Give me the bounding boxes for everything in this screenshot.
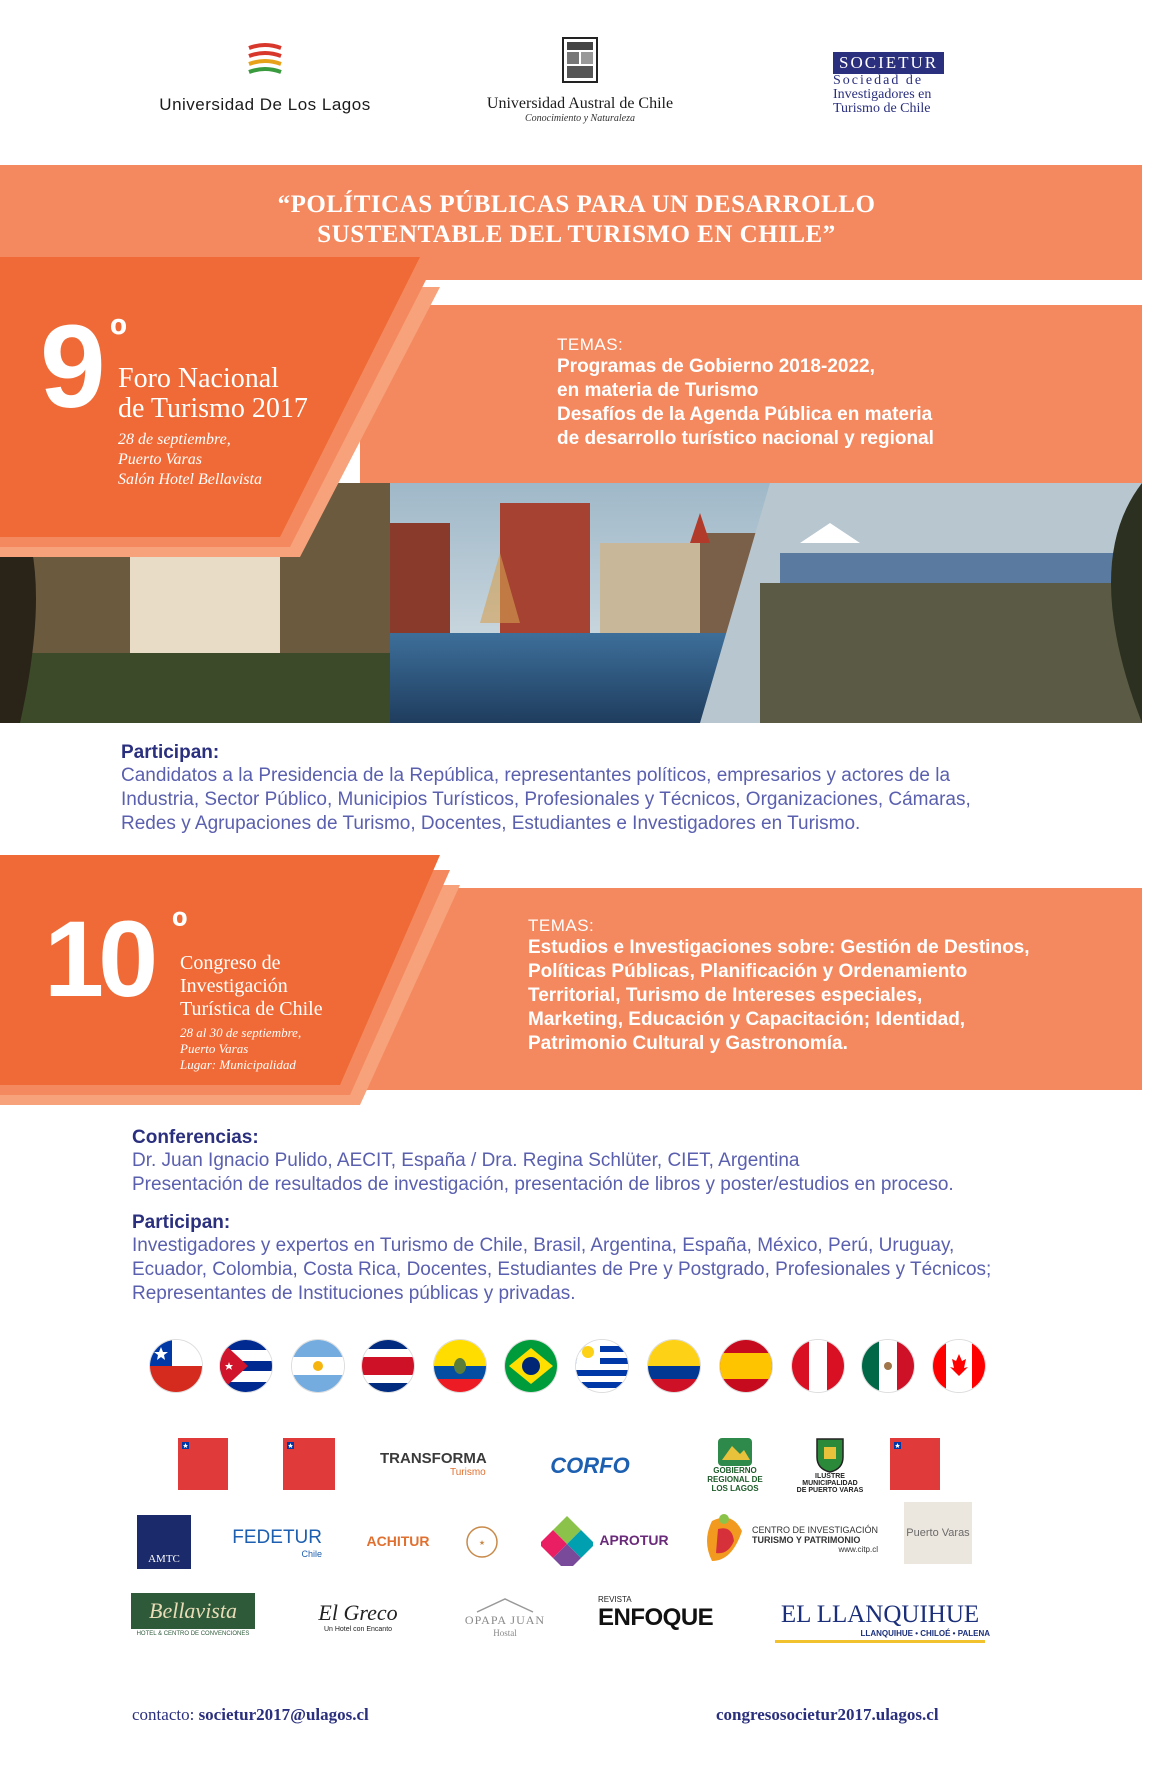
societur-line2: Investigadores en [833, 87, 932, 102]
congreso-title-line1: Congreso de [180, 952, 281, 974]
contact [132, 1705, 369, 1725]
congreso-number: 10 [44, 898, 153, 1019]
fedetur-sub: Chile [301, 1549, 322, 1559]
municipalidad-logo [780, 1428, 880, 1502]
bellavista-sub: HOTEL & CENTRO DE CONVENCIONES [136, 1631, 250, 1637]
ecuador-flag-icon [434, 1340, 486, 1392]
congreso-participan-label: Participan: [132, 1212, 231, 1233]
societur-logo [833, 52, 973, 116]
uach-logo [470, 36, 690, 124]
foro-title [118, 364, 308, 424]
puerto-varas-name: Puerto Varas [906, 1527, 970, 1539]
foro-temas-line1: Programas de Gobierno 2018-2022, [557, 356, 875, 377]
contact-email-link[interactable]: societur2017@ulagos.cl [198, 1705, 369, 1724]
ulagos-logo [150, 42, 380, 115]
congreso-participan-line2: Ecuador, Colombia, Costa Rica, Docentes, Estudiantes de Pre y Postgrado, Profesionales y Técnicos; [132, 1259, 992, 1280]
foro-temas-label: TEMAS: [557, 335, 624, 354]
congreso-title [180, 952, 323, 1021]
uach-tagline: Conocimiento y Naturaleza [525, 113, 635, 124]
indap-logo [890, 1438, 940, 1490]
congreso-temas-line1: Estudios e Investigaciones sobre: Gestión de Destinos, [528, 937, 1030, 958]
main-title-line1: “POLÍTICAS PÚBLICAS PARA UN DESARROLLO [277, 191, 876, 218]
llanquihue-underline [775, 1640, 985, 1643]
amtc-name: AMTC [148, 1553, 180, 1565]
gov-star-icon [894, 1442, 908, 1456]
citp-line3: www.citp.cl [838, 1544, 878, 1554]
gov-star-icon [182, 1442, 196, 1456]
fedetur-name: FEDETUR [232, 1527, 322, 1548]
fedetur-logo [228, 1525, 322, 1561]
roof-icon [475, 1597, 535, 1613]
foro-city: Puerto Varas [118, 451, 202, 468]
societur-abbr: SOCIETUR [833, 52, 944, 74]
sernatur-logo [283, 1438, 335, 1490]
opapa-name: OPAPA JUAN [464, 1612, 546, 1627]
foro-title-line1: Foro Nacional [118, 363, 279, 394]
enfoque-name: ENFOQUE [598, 1603, 714, 1631]
societur-line3: Turismo de Chile [833, 101, 931, 116]
citp-line1: CENTRO DE INVESTIGACIÓN [751, 1524, 878, 1535]
gobierno-line1: GOBIERNO [713, 1465, 757, 1475]
llanquihue-name: EL LLANQUIHUE [780, 1601, 980, 1628]
gobierno-line2: REGIONAL DE [707, 1474, 763, 1484]
canada-flag-icon [933, 1340, 985, 1392]
foro-participan-line2: Industria, Sector Público, Municipios Turísticos, Profesionales y Técnicos, Organizaciones, Cámaras, [121, 789, 971, 810]
circle-emblem-icon [465, 1518, 499, 1562]
congreso-temas-line5: Patrimonio Cultural y Gastronomía. [528, 1033, 848, 1054]
societur-line1: Sociedad de [833, 73, 924, 88]
citp-emblem-icon [702, 1511, 748, 1567]
congreso-title-line2: Investigación [180, 975, 288, 997]
municipal-shield-icon [815, 1437, 845, 1473]
chile-flag-icon [150, 1340, 202, 1392]
aprotur-name: APROTUR [599, 1532, 669, 1548]
contact-label: contacto: [132, 1705, 195, 1724]
citp-line2: TURISMO Y PATRIMONIO [751, 1534, 861, 1545]
corfo-logo [540, 1450, 640, 1482]
congreso-info [180, 1025, 301, 1073]
congreso-ordinal: º [172, 903, 188, 950]
foro-temas-line3: Desafíos de la Agenda Pública en materia [557, 404, 933, 425]
transforma-logo [380, 1446, 500, 1482]
congreso-temas-label: TEMAS: [528, 916, 595, 935]
greco-name: El Greco [318, 1599, 398, 1625]
congreso-participan-line3: Representantes de Instituciones públicas y privadas. [132, 1283, 576, 1304]
congreso-participan-line1: Investigadores y expertos en Turismo de Chile, Brasil, Argentina, España, México, Perú, Uruguay, [132, 1235, 955, 1256]
costa-rica-flag-icon [362, 1340, 414, 1392]
muni-line2: MUNICIPALIDAD [802, 1479, 858, 1487]
argentina-flag-icon [292, 1340, 344, 1392]
gobierno-line3: LOS LAGOS [711, 1483, 759, 1493]
uruguay-flag-icon [576, 1340, 628, 1392]
svg-text:★: ★ [478, 1539, 486, 1547]
foro-temas [557, 335, 1117, 451]
el-llanquihue-logo [770, 1598, 990, 1646]
corfo-name: CORFO [550, 1453, 630, 1478]
brasil-flag-icon [505, 1340, 557, 1392]
achitur-name: ACHITUR [366, 1533, 430, 1549]
foro-participan-line3: Redes y Agrupaciones de Turismo, Docentes, Estudiantes e Investigadores en Turismo. [121, 813, 861, 834]
main-title [0, 190, 1153, 250]
website [716, 1705, 939, 1725]
citp-logo [700, 1510, 880, 1568]
congreso-participan [132, 1212, 1132, 1306]
conferencias-label: Conferencias: [132, 1127, 259, 1148]
foro-ordinal: º [110, 309, 127, 361]
llanquihue-sub: LLANQUIHUE • CHILOÉ • PALENA [860, 1629, 990, 1638]
congreso-temas-line3: Territorial, Turismo de Intereses especiales, [528, 985, 923, 1006]
foro-participan-line1: Candidatos a la Presidencia de la República, representantes políticos, empresarios y actores de la [121, 765, 951, 786]
foro-title-line2: de Turismo 2017 [118, 393, 308, 424]
mexico-flag-icon [862, 1340, 914, 1392]
website-link[interactable]: congresosocietur2017.ulagos.cl [716, 1705, 939, 1724]
bellavista-logo [128, 1588, 258, 1642]
congreso-city: Puerto Varas [180, 1041, 249, 1056]
foro-number: 9 [40, 301, 106, 433]
foro-temas-line2: en materia de Turismo [557, 380, 759, 401]
aprotur-logo [540, 1512, 670, 1568]
espana-flag-icon [720, 1340, 772, 1392]
conferencias-line2: Presentación de resultados de investigación, presentación de libros y poster/estudios en proceso. [132, 1174, 954, 1195]
puerto-varas-logo [904, 1502, 972, 1564]
bellavista-name: Bellavista [149, 1598, 237, 1623]
cuba-flag-icon [220, 1340, 272, 1392]
enfoque-small: REVISTA [598, 1594, 632, 1604]
transforma-sub: Turismo [450, 1467, 486, 1478]
mountain-icon [718, 1438, 752, 1466]
foro-participan [121, 742, 1121, 836]
muni-line1: ILUSTRE [815, 1472, 845, 1480]
amtc-logo [137, 1515, 191, 1569]
opapa-sub: Hostal [493, 1627, 517, 1638]
ulagos-name: Universidad De Los Lagos [159, 95, 371, 114]
congreso-title-line3: Turística de Chile [180, 998, 323, 1020]
enfoque-logo [598, 1588, 728, 1638]
congreso-temas [528, 916, 1128, 1056]
peru-flag-icon [792, 1340, 844, 1392]
gobierno-regional-logo [690, 1430, 780, 1500]
uach-crest-icon [561, 36, 599, 84]
uach-name: Universidad Austral de Chile [486, 95, 674, 112]
gov-star-icon [287, 1442, 301, 1456]
opapa-juan-logo [460, 1588, 550, 1646]
congreso-conferencias [132, 1127, 1132, 1197]
achitur-logo [358, 1528, 438, 1554]
main-title-line2: SUSTENTABLE DEL TURISMO EN CHILE” [317, 221, 836, 248]
subsecretaria-turismo-logo [178, 1438, 228, 1490]
conferencias-line1: Dr. Juan Ignacio Pulido, AECIT, España / Dra. Regina Schlüter, CIET, Argentina [132, 1150, 800, 1171]
congreso-temas-line4: Marketing, Educación y Capacitación; Identidad, [528, 1009, 966, 1030]
congreso-temas-line2: Políticas Públicas, Planificación y Ordenamiento [528, 961, 968, 982]
foro-temas-line4: de desarrollo turístico nacional y regional [557, 428, 934, 449]
transforma-name: TRANSFORMA [380, 1450, 487, 1467]
congreso-date: 28 al 30 de septiembre, [180, 1025, 302, 1040]
greco-sub: Un Hotel con Encanto [323, 1625, 393, 1633]
ulagos-emblem-icon [247, 42, 283, 82]
muni-line3: DE PUERTO VARAS [796, 1486, 864, 1494]
colombia-flag-icon [648, 1340, 700, 1392]
congreso-venue: Lugar: Municipalidad [180, 1057, 296, 1072]
foro-participan-label: Participan: [121, 742, 220, 763]
tiles-icon [541, 1514, 593, 1566]
foro-venue: Salón Hotel Bellavista [118, 471, 262, 488]
foro-date: 28 de septiembre, [118, 431, 231, 448]
el-greco-logo [308, 1590, 408, 1642]
las-alto-logo [464, 1516, 500, 1564]
foro-info [118, 430, 262, 490]
